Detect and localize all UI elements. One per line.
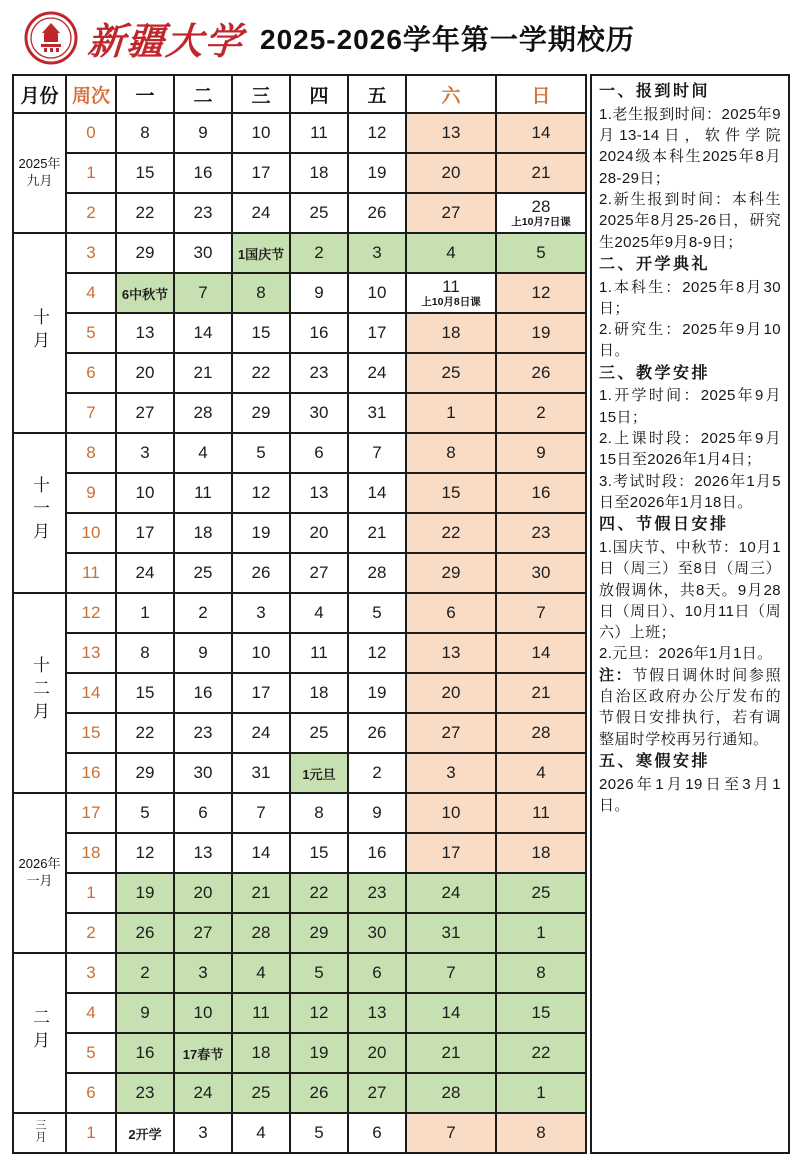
day-cell: 16: [116, 1033, 174, 1073]
calendar-row: [13, 553, 586, 593]
day-cell: 20: [174, 873, 232, 913]
day-cell: 16: [496, 473, 586, 513]
day-cell: 7: [232, 793, 290, 833]
day-cell: 19: [496, 313, 586, 353]
day-cell: 2: [290, 233, 348, 273]
day-cell: 17: [348, 313, 406, 353]
day-cell: 7: [348, 433, 406, 473]
day-cell: 6: [406, 593, 496, 633]
day-cell: 4: [174, 433, 232, 473]
day-cell: 7: [496, 593, 586, 633]
day-cell: 25: [174, 553, 232, 593]
col-header-wed: 三: [232, 75, 290, 113]
calendar-row: [13, 513, 586, 553]
day-cell: 23: [174, 713, 232, 753]
day-cell: 24: [116, 553, 174, 593]
calendar-row: [13, 193, 586, 233]
day-cell: 28: [496, 713, 586, 753]
day-cell: 9: [496, 433, 586, 473]
notes-heading: 一、报到时间: [599, 83, 711, 100]
week-number-cell: 13: [66, 633, 116, 673]
day-cell: 21: [406, 1033, 496, 1073]
day-cell: 16: [174, 153, 232, 193]
day-cell: 10: [406, 793, 496, 833]
day-cell: 15: [232, 313, 290, 353]
day-cell: 28: [348, 553, 406, 593]
page-title: 2025-2026学年第一学期校历: [260, 24, 635, 55]
day-cell: 12: [348, 633, 406, 673]
day-cell: 3: [232, 593, 290, 633]
holiday-day-cell: 1元旦: [290, 753, 348, 793]
day-cell: 10: [348, 273, 406, 313]
day-cell: 26: [348, 713, 406, 753]
day-cell: 11: [174, 473, 232, 513]
day-cell: 27: [406, 193, 496, 233]
month-cell: 十一月: [13, 433, 66, 593]
week-number-cell: 4: [66, 993, 116, 1033]
week-number-cell: 11: [66, 553, 116, 593]
notes-paragraph: 1.老生报到时间：2025年9月13-14日，软件学院2024级本科生2025年8月28-29日；: [599, 105, 781, 187]
day-cell: 14: [406, 993, 496, 1033]
day-cell: 9: [348, 793, 406, 833]
day-cell: 4: [496, 753, 586, 793]
week-number-cell: 5: [66, 313, 116, 353]
day-cell: 1: [116, 593, 174, 633]
day-cell: 7: [406, 953, 496, 993]
notes-paragraph: 3.考试时段：2026年1月5日至2026年1月18日。: [599, 472, 781, 511]
calendar-row: [13, 993, 586, 1033]
day-cell: 6: [348, 1113, 406, 1153]
holiday-day-cell: 17春节: [174, 1033, 232, 1073]
month-cell: 三月: [13, 1113, 66, 1153]
day-cell: 1: [496, 1073, 586, 1113]
day-cell: 29: [116, 233, 174, 273]
week-number-cell: 1: [66, 1113, 116, 1153]
calendar-row: [13, 873, 586, 913]
day-cell: 25: [290, 713, 348, 753]
day-cell: 19: [348, 153, 406, 193]
day-cell: 9: [116, 993, 174, 1033]
notes-heading: 二、开学典礼: [599, 255, 711, 273]
day-cell: 6: [290, 433, 348, 473]
day-cell: 21: [496, 153, 586, 193]
day-cell: 5: [232, 433, 290, 473]
day-cell: 28 上10月7日课: [496, 193, 586, 233]
day-cell: 26: [290, 1073, 348, 1113]
day-cell: 26: [496, 353, 586, 393]
day-cell: 4: [232, 1113, 290, 1153]
day-cell: 20: [290, 513, 348, 553]
university-seal-icon: [24, 11, 78, 65]
day-cell: 3: [348, 233, 406, 273]
day-cell: 8: [496, 1113, 586, 1153]
day-cell: 18: [496, 833, 586, 873]
calendar-row: [13, 1073, 586, 1113]
day-cell: 5: [116, 793, 174, 833]
day-cell: 13: [116, 313, 174, 353]
calendar-row: [13, 753, 586, 793]
notes-paragraph: 1.开学时间：2025年9月15日；: [599, 387, 781, 426]
day-cell: 11: [290, 633, 348, 673]
day-cell: 2: [348, 753, 406, 793]
day-cell: 23: [290, 353, 348, 393]
day-cell: 20: [406, 673, 496, 713]
day-cell: 22: [232, 353, 290, 393]
day-cell: 14: [496, 113, 586, 153]
day-cell: 18: [406, 313, 496, 353]
day-cell: 30: [174, 233, 232, 273]
day-cell: 20: [406, 153, 496, 193]
col-header-tue: 二: [174, 75, 232, 113]
col-header-sat: 六: [406, 75, 496, 113]
calendar-row: [13, 433, 586, 473]
day-cell: 23: [116, 1073, 174, 1113]
notes-paragraph: 2.上课时段：2025年9月15日至2026年1月4日；: [599, 430, 781, 469]
notes-paragraph: 2.研究生：2025年9月10日。: [599, 321, 781, 360]
day-cell: 21: [174, 353, 232, 393]
day-cell: 7: [174, 273, 232, 313]
day-cell: 29: [116, 753, 174, 793]
week-number-cell: 2: [66, 913, 116, 953]
week-number-cell: 2: [66, 193, 116, 233]
calendar-row: [13, 833, 586, 873]
day-cell: 14: [232, 833, 290, 873]
day-cell: 13: [174, 833, 232, 873]
day-cell: 25: [290, 193, 348, 233]
day-cell: 8: [496, 953, 586, 993]
notes-panel: [590, 74, 790, 1154]
day-cell: 16: [174, 673, 232, 713]
day-cell: 19: [290, 1033, 348, 1073]
calendar-row: [13, 953, 586, 993]
day-cell: 2: [174, 593, 232, 633]
day-cell: 8: [116, 633, 174, 673]
calendar-row: [13, 233, 586, 273]
day-cell: 15: [406, 473, 496, 513]
col-header-week: 周次: [66, 75, 116, 113]
holiday-day-cell: 6中秋节: [116, 273, 174, 313]
day-cell: 24: [406, 873, 496, 913]
day-cell: 4: [232, 953, 290, 993]
day-cell: 24: [174, 1073, 232, 1113]
week-number-cell: 15: [66, 713, 116, 753]
day-cell: 30: [174, 753, 232, 793]
notes-heading: 五、寒假安排: [599, 752, 711, 770]
notes-paragraph: 1.国庆节、中秋节：10月1日（周三）至8日（周三）放假调休，共8天。9月28日（周日）、10月11日（周六）上班；: [599, 538, 781, 642]
day-cell: 14: [174, 313, 232, 353]
day-cell: 3: [174, 953, 232, 993]
day-cell: 18: [232, 1033, 290, 1073]
day-cell: 10: [174, 993, 232, 1033]
month-cell: 十二月: [13, 593, 66, 793]
day-cell: 23: [348, 873, 406, 913]
day-cell: 8: [290, 793, 348, 833]
calendar-row: [13, 313, 586, 353]
month-cell: 二月: [13, 953, 66, 1113]
day-cell: 14: [348, 473, 406, 513]
page-header: [0, 0, 800, 70]
day-cell: 5: [348, 593, 406, 633]
calendar-row: [13, 153, 586, 193]
day-cell: 8: [232, 273, 290, 313]
day-cell: 18: [290, 153, 348, 193]
day-cell: 13: [290, 473, 348, 513]
day-cell: 9: [290, 273, 348, 313]
month-cell: 十月: [13, 233, 66, 433]
day-cell: 28: [232, 913, 290, 953]
calendar-row: [13, 393, 586, 433]
day-cell: 31: [232, 753, 290, 793]
university-name: 新疆大学: [86, 19, 246, 63]
day-cell: 2: [116, 953, 174, 993]
day-cell: 18: [290, 673, 348, 713]
day-cell: 17: [232, 673, 290, 713]
day-cell: 18: [174, 513, 232, 553]
week-number-cell: 1: [66, 873, 116, 913]
col-header-fri: 五: [348, 75, 406, 113]
day-cell: 19: [116, 873, 174, 913]
day-cell: 11: [232, 993, 290, 1033]
day-cell: 19: [348, 673, 406, 713]
day-cell: 8: [116, 113, 174, 153]
day-cell: 22: [116, 713, 174, 753]
holiday-day-cell: 2开学: [116, 1113, 174, 1153]
day-cell: 4: [290, 593, 348, 633]
week-number-cell: 7: [66, 393, 116, 433]
day-cell: 25: [496, 873, 586, 913]
day-cell: 28: [406, 1073, 496, 1113]
calendar-row: [13, 473, 586, 513]
day-cell: 27: [406, 713, 496, 753]
day-cell: 27: [348, 1073, 406, 1113]
notes-paragraph: 2.元旦：2026年1月1日。: [599, 645, 773, 663]
day-cell: 28: [174, 393, 232, 433]
notes-paragraph: 2.新生报到时间：本科生2025年8月25-26日，研究生2025年9月8-9日；: [599, 190, 781, 251]
week-number-cell: 3: [66, 233, 116, 273]
day-cell: 26: [348, 193, 406, 233]
day-cell: 12: [232, 473, 290, 513]
month-cell: 2026年 一月: [13, 793, 66, 953]
day-cell: 12: [116, 833, 174, 873]
day-cell: 17: [406, 833, 496, 873]
day-cell: 24: [232, 713, 290, 753]
calendar-row: [13, 793, 586, 833]
day-cell: 15: [116, 153, 174, 193]
week-number-cell: 12: [66, 593, 116, 633]
day-cell: 25: [406, 353, 496, 393]
main-content: [12, 74, 790, 1154]
day-cell: 16: [290, 313, 348, 353]
day-cell: 24: [348, 353, 406, 393]
day-cell: 15: [496, 993, 586, 1033]
day-cell: 1: [496, 913, 586, 953]
day-cell: 26: [232, 553, 290, 593]
day-cell: 13: [406, 633, 496, 673]
calendar-row: [13, 673, 586, 713]
week-number-cell: 8: [66, 433, 116, 473]
week-number-cell: 6: [66, 353, 116, 393]
day-cell: 22: [406, 513, 496, 553]
notes-heading: 三、教学安排: [599, 364, 711, 382]
calendar-row: [13, 633, 586, 673]
calendar-table: [12, 74, 587, 1154]
day-cell: 13: [406, 113, 496, 153]
day-cell: 10: [232, 113, 290, 153]
day-cell: 20: [116, 353, 174, 393]
day-cell: 12: [290, 993, 348, 1033]
day-cell: 4: [406, 233, 496, 273]
day-cell: 27: [290, 553, 348, 593]
day-cell: 29: [406, 553, 496, 593]
day-cell: 9: [174, 113, 232, 153]
day-cell: 10: [232, 633, 290, 673]
day-cell: 9: [174, 633, 232, 673]
month-cell: 2025年 九月: [13, 113, 66, 233]
day-cell: 11: [496, 793, 586, 833]
day-cell: 17: [116, 513, 174, 553]
day-cell: 2: [496, 393, 586, 433]
day-cell: 22: [290, 873, 348, 913]
week-number-cell: 17: [66, 793, 116, 833]
day-cell: 27: [116, 393, 174, 433]
day-cell: 23: [174, 193, 232, 233]
day-cell: 20: [348, 1033, 406, 1073]
week-number-cell: 16: [66, 753, 116, 793]
calendar-row: [13, 353, 586, 393]
day-cell: 3: [174, 1113, 232, 1153]
day-cell: 26: [116, 913, 174, 953]
notes-remark: 注：节假日调休时间参照自治区政府办公厅发布的节假日安排执行，若有调整届时学校再另行通知。: [599, 666, 781, 748]
notes-paragraph: 1.本科生：2025年8月30日；: [599, 278, 781, 317]
day-cell: 22: [496, 1033, 586, 1073]
day-cell: 6: [174, 793, 232, 833]
day-cell: 13: [348, 993, 406, 1033]
day-cell: 11 上10月8日课: [406, 273, 496, 313]
col-header-month: 月份: [13, 75, 66, 113]
week-number-cell: 0: [66, 113, 116, 153]
calendar-row: [13, 913, 586, 953]
day-cell: 24: [232, 193, 290, 233]
week-number-cell: 4: [66, 273, 116, 313]
day-cell: 6: [348, 953, 406, 993]
day-cell: 5: [290, 953, 348, 993]
day-cell: 29: [290, 913, 348, 953]
day-cell: 23: [496, 513, 586, 553]
day-cell: 25: [232, 1073, 290, 1113]
day-cell: 5: [290, 1113, 348, 1153]
week-number-cell: 6: [66, 1073, 116, 1113]
day-cell: 1: [406, 393, 496, 433]
day-cell: 21: [348, 513, 406, 553]
day-cell: 15: [290, 833, 348, 873]
day-cell: 29: [232, 393, 290, 433]
day-cell: 5: [496, 233, 586, 273]
day-cell: 16: [348, 833, 406, 873]
day-cell: 21: [496, 673, 586, 713]
week-number-cell: 3: [66, 953, 116, 993]
week-number-cell: 9: [66, 473, 116, 513]
day-cell: 3: [406, 753, 496, 793]
day-cell: 31: [348, 393, 406, 433]
calendar-row: [13, 273, 586, 313]
day-cell: 11: [290, 113, 348, 153]
day-cell: 14: [496, 633, 586, 673]
notes-heading: 四、节假日安排: [599, 516, 729, 534]
day-cell: 12: [496, 273, 586, 313]
day-cell: 30: [496, 553, 586, 593]
day-cell: 27: [174, 913, 232, 953]
week-number-cell: 5: [66, 1033, 116, 1073]
calendar-row: [13, 113, 586, 153]
holiday-day-cell: 1国庆节: [232, 233, 290, 273]
day-cell: 30: [348, 913, 406, 953]
day-cell: 31: [406, 913, 496, 953]
day-cell: 17: [232, 153, 290, 193]
notes-paragraph: 2026年1月19日至3月1日。: [599, 775, 781, 814]
day-cell: 7: [406, 1113, 496, 1153]
calendar-header-row: [13, 75, 586, 113]
day-cell: 3: [116, 433, 174, 473]
day-cell: 19: [232, 513, 290, 553]
day-cell: 12: [348, 113, 406, 153]
day-cell: 21: [232, 873, 290, 913]
week-number-cell: 18: [66, 833, 116, 873]
day-cell: 10: [116, 473, 174, 513]
calendar-row: [13, 1113, 586, 1153]
calendar-row: [13, 593, 586, 633]
day-cell: 15: [116, 673, 174, 713]
calendar-row: [13, 713, 586, 753]
week-number-cell: 1: [66, 153, 116, 193]
week-number-cell: 10: [66, 513, 116, 553]
day-cell: 22: [116, 193, 174, 233]
col-header-mon: 一: [116, 75, 174, 113]
col-header-thu: 四: [290, 75, 348, 113]
calendar-row: [13, 1033, 586, 1073]
day-cell: 8: [406, 433, 496, 473]
week-number-cell: 14: [66, 673, 116, 713]
col-header-sun: 日: [496, 75, 586, 113]
day-cell: 30: [290, 393, 348, 433]
